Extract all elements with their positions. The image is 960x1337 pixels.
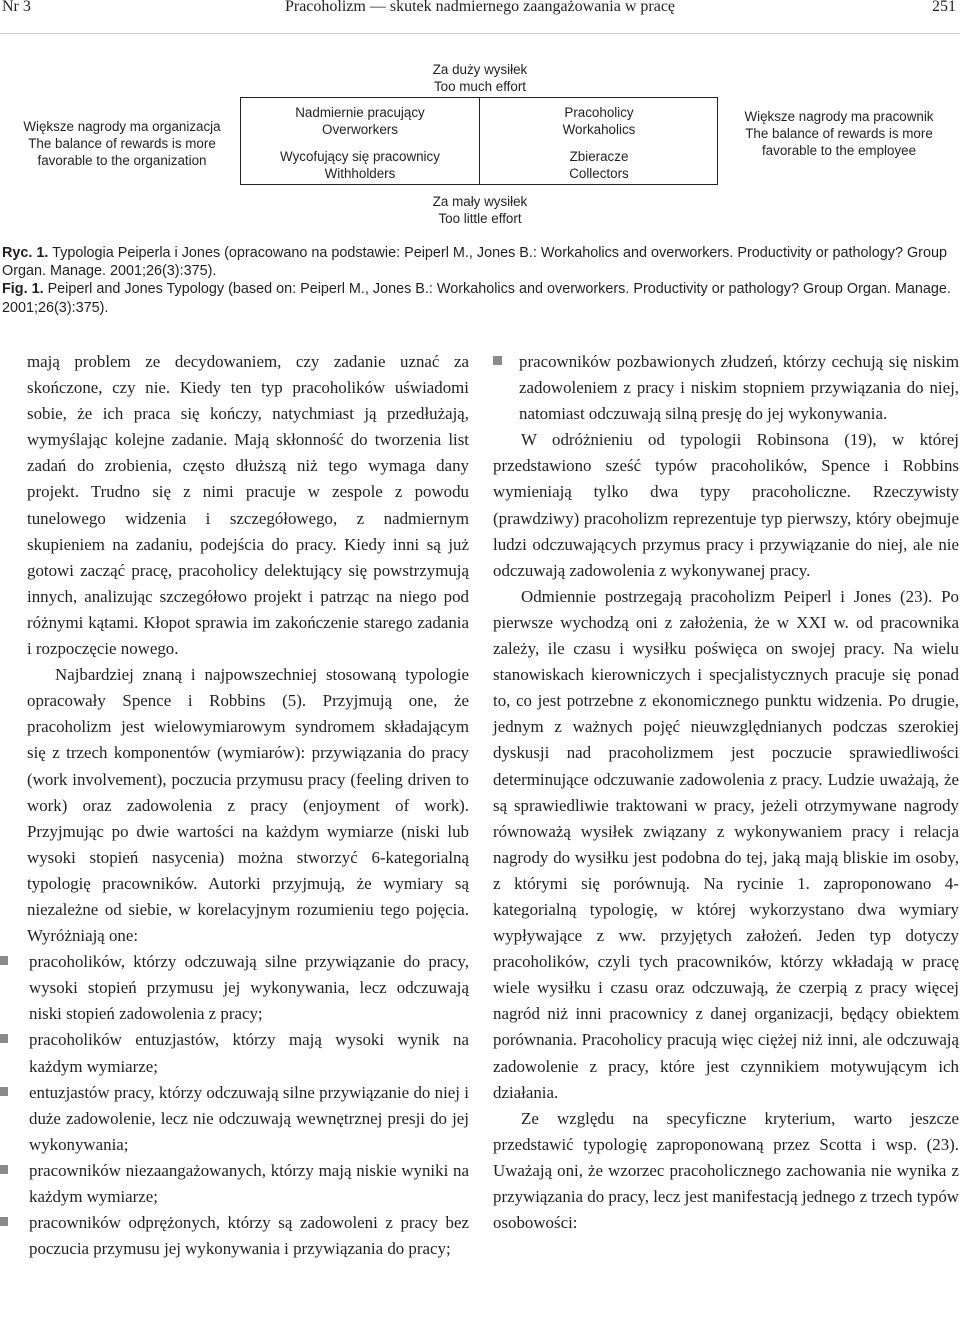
cell-line: Nadmiernie pracujący bbox=[295, 105, 425, 120]
figure-top-label bbox=[380, 61, 580, 95]
figure-bottom-label bbox=[380, 193, 580, 227]
list-item: entuzjastów pracy, którzy odczuwają silne przywiązanie do niej i duże zadowolenie, lecz nie odczuwają wewnętrznej presji do jej wykonywania; bbox=[0, 1080, 469, 1158]
paragraph: mają problem ze decydowaniem, czy zadanie uznać za skończone, czy nie. Kiedy ten typ pracoholików uświadomi sobie, że ich praca się kończy, natychmiast ją przedłużają, wymyślając kolejne zadanie. Mają skłonność do tworzenia list zadań do zrobienia, często dłuższą niż tego wymaga dany projekt. Trudno się z nimi pracuje w zespole z powodu tunelowego widzenia i szczegółowego, z nadmiernym skupieniem na zadaniu, podejścia do pracy. Kiedy inni są już gotowi zacząć pracę, pracoholicy delektujący się powstrzymują innych, analizując szczegółowo projekt i patrząc na niego pod różnymi kątami. Kłopot sprawia im zakończenie starego zadania i rozpoczęcie nowego. bbox=[27, 352, 469, 659]
cell-line: Collectors bbox=[569, 166, 629, 181]
right-column bbox=[493, 349, 959, 1236]
caption-english bbox=[2, 280, 952, 316]
cell-line: Workaholics bbox=[562, 122, 636, 137]
caption-text: Typologia Peiperla i Jones (opracowano na podstawie: Peiperl M., Jones B.: Workaholics and overworkers. Productivity or pathology? Group Organ. Manage. 2001;26(3):375). bbox=[2, 245, 947, 280]
typology-list-continued bbox=[493, 349, 959, 427]
figure-caption bbox=[2, 244, 952, 317]
cell-workaholics bbox=[480, 104, 718, 138]
paragraph: Odmiennie postrzegają pracoholizm Peiperl i Jones (23). Po pierwsze wychodzą oni z założenia, że w XXI w. od pracownika zależy, ile czasu i wysiłku poświęca on swojej pracy. Na wielu stanowiskach kierowniczych i specjalistycznych pracuje się ponad to, co jest potrzebne z ekonomicznego punktu widzenia. Po drugie, jednym z ważnych pojęć nieuwzględnianych podczas szerokiej dyskusji nad pracoholizmem jest poczucie sprawiedliwości determinujące odczuwanie zadowolenia z pracy. Ludzie uważają, że są sprawiedliwie traktowani w pracy, jeżeli otrzymywane nagrody równoważą wysiłek związany z wykonywaniem pracy i relacja nagrody do wysiłku jest podobna do tej, jaką mają bliskie im osoby, z którymi się porównują. Na rycinie 1. zaproponowano 4-kategorialną typologię, w której wykorzystano dwa wymiary wypływające z ww. przyjętych założeń. Jeden typ dotyczy pracoholików, czyli tych pracowników, którzy wkładają w pracę wiele wysiłku i czasu oraz odczuwają, że czerpią z pracy więcej nagród niż inni pracownicy z danej organizacji, będący obiektem porównania. Pracoholicy pracują więc ciężej niż inni, ale odczuwają zadowolenie z pracy, które jest czynnikiem motywującym ich działania. bbox=[493, 586, 959, 1102]
cell-line: Overworkers bbox=[322, 122, 398, 137]
cell-line: Wycofujący się pracownicy bbox=[280, 149, 440, 164]
list-item: pracoholików entuzjastów, którzy mają wysoki wynik na każdym wymiarze; bbox=[0, 1027, 469, 1079]
left-label-line: favorable to the organization bbox=[37, 153, 207, 168]
cell-collectors bbox=[480, 148, 718, 182]
running-title: Pracoholizm — skutek nadmiernego zaangażowania w pracę bbox=[284, 0, 676, 15]
cell-line: Pracoholicy bbox=[564, 105, 634, 120]
top-label-line: Too much effort bbox=[433, 79, 527, 94]
list-item: pracowników odprężonych, którzy są zadowoleni z pracy bez poczucia przymusu jej wykonywania i przywiązania do pracy; bbox=[0, 1210, 469, 1262]
journal-issue: Nr 3 bbox=[2, 0, 31, 15]
cell-withholders bbox=[240, 148, 480, 182]
bottom-label-line: Too little effort bbox=[438, 211, 522, 226]
bottom-label-line: Za mały wysiłek bbox=[432, 194, 528, 209]
cell-line: Withholders bbox=[324, 166, 396, 181]
page-number: 251 bbox=[932, 0, 956, 15]
left-label-line: Większe nagrody ma organizacja bbox=[23, 119, 221, 134]
left-label-line: The balance of rewards is more bbox=[28, 136, 216, 151]
figure-right-label bbox=[730, 108, 948, 159]
paragraph: W odróżnieniu od typologii Robinsona (19), w której przedstawiono sześć typów pracoholików, Spence i Robbins wymieniają tylko dwa typy pracoholiczne. Rzeczywisty (prawdziwy) pracoholizm reprezentuje typ pierwszy, który obejmuje ludzi odczuwających przymus pracy i przywiązanie do niej, ale nie odczuwają zadowolenia z wykonywanej pracy. bbox=[493, 430, 959, 580]
paragraph: Najbardziej znaną i najpowszechniej stosowaną typologie opracowały Spence i Robbins (5). Przyjmują one, że pracoholizm jest wielowymiarowym syndromem składającym się z trzech komponentów (wymiarów): przywiązania do pracy (work involvement), poczucia przymusu pracy (feeling driven to work) oraz zadowolenia z pracy (enjoyment of work). Przyjmując po dwie wartości na każdym wymiarze (niski lub wysoki stopień nasycenia) można stworzyć 6-kategorialną typologię pracowników. Autorki przyjmują, że wymiary są niezależne od siebie, w korelacyjnym rozumieniu tego pojęcia. Wyróżniają one: bbox=[27, 665, 469, 946]
cell-line: Zbieracze bbox=[569, 149, 629, 164]
paragraph: Ze względu na specyficzne kryterium, warto jeszcze przedstawić typologię zaproponowaną przez Scotta i wsp. (23). Uważają oni, że wzorzec pracoholicznego zachowania nie wynika z przywiązania do pracy, lecz jest manifestacją jednego z trzech typów osobowości: bbox=[493, 1108, 959, 1233]
running-header bbox=[0, 0, 960, 30]
caption-label: Ryc. 1. bbox=[2, 245, 49, 261]
top-label-line: Za duży wysiłek bbox=[432, 62, 528, 77]
typology-list bbox=[27, 949, 469, 1262]
caption-label: Fig. 1. bbox=[2, 281, 44, 298]
caption-polish bbox=[2, 244, 952, 280]
caption-text: Peiperl and Jones Typology (based on: Peiperl M., Jones B.: Workaholics and overworkers. Productivity or pathology? Group Organ. Manage. 2001;26(3):375). bbox=[2, 281, 951, 316]
header-rule bbox=[0, 33, 960, 34]
cell-overworkers bbox=[240, 104, 480, 138]
figure-left-label bbox=[8, 118, 236, 169]
list-item: pracowników niezaangażowanych, którzy mają niskie wyniki na każdym wymiarze; bbox=[0, 1158, 469, 1210]
right-label-line: The balance of rewards is more bbox=[745, 126, 933, 141]
list-item: pracowników pozbawionych złudzeń, którzy cechują się niskim zadowoleniem z pracy i niskim stopniem przywiązania do niej, natomiast odczuwają silną presję do jej wykonywania. bbox=[491, 349, 959, 427]
right-label-line: Większe nagrody ma pracownik bbox=[744, 109, 934, 124]
right-label-line: favorable to the employee bbox=[761, 143, 917, 158]
list-item: pracoholików, którzy odczuwają silne przywiązanie do pracy, wysoki stopień przymusu jej wykonywania, lecz odczuwają niski stopień zadowolenia z pracy; bbox=[0, 949, 469, 1027]
left-column bbox=[27, 349, 469, 1262]
